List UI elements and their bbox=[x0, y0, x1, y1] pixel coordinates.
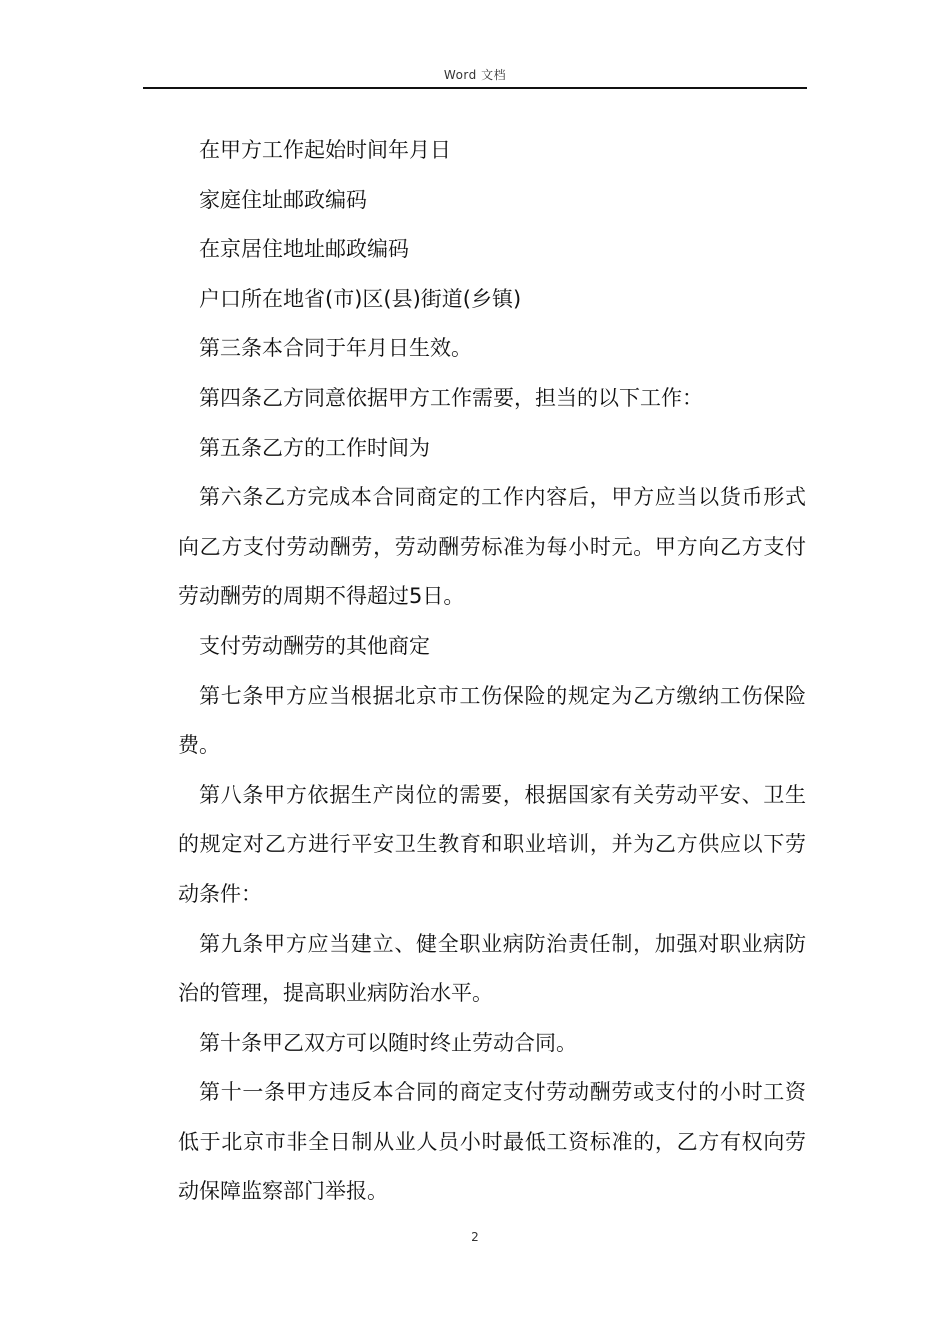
paragraph-article-9: 第九条甲方应当建立、健全职业病防治责任制，加强对职业病防治的管理，提高职业病防治水平。 bbox=[178, 931, 806, 1006]
paragraph-article-4: 第四条乙方同意依据甲方工作需要，担当的以下工作： bbox=[199, 385, 703, 410]
paragraph-start-date: 在甲方工作起始时间年月日 bbox=[199, 138, 451, 162]
header-divider bbox=[143, 87, 807, 89]
document-body bbox=[178, 126, 806, 1217]
paragraph-household-registration: 户口所在地省(市)区(县)街道(乡镇) bbox=[199, 286, 522, 311]
paragraph-article-5: 第五条乙方的工作时间为 bbox=[199, 435, 430, 460]
paragraph-article-8: 第八条甲方依据生产岗位的需要，根据国家有关劳动平安、卫生的规定对乙方进行平安卫生教育和职业培训，并为乙方供应以下劳动条件： bbox=[178, 782, 806, 906]
paragraph-beijing-address: 在京居住地址邮政编码 bbox=[199, 237, 409, 262]
paragraph-article-3: 第三条本合同于年月日生效。 bbox=[199, 336, 472, 361]
paragraph-other-pay-terms: 支付劳动酬劳的其他商定 bbox=[199, 633, 430, 658]
header-title: Word 文档 bbox=[443, 68, 507, 82]
paragraph-article-7: 第七条甲方应当根据北京市工伤保险的规定为乙方缴纳工伤保险费。 bbox=[178, 683, 806, 758]
paragraph-article-11: 第十一条甲方违反本合同的商定支付劳动酬劳或支付的小时工资低于北京市非全日制从业人员小时最低工资标准的，乙方有权向劳动保障监察部门举报。 bbox=[178, 1080, 806, 1204]
paragraph-article-10: 第十条甲乙双方可以随时终止劳动合同。 bbox=[199, 1030, 577, 1055]
page-number: 2 bbox=[471, 1230, 479, 1244]
paragraph-article-6: 第六条乙方完成本合同商定的工作内容后，甲方应当以货币形式向乙方支付劳动酬劳，劳动酬劳标准为每小时元。甲方向乙方支付劳动酬劳的周期不得超过5日。 bbox=[178, 485, 806, 609]
paragraph-home-address: 家庭住址邮政编码 bbox=[199, 187, 367, 212]
